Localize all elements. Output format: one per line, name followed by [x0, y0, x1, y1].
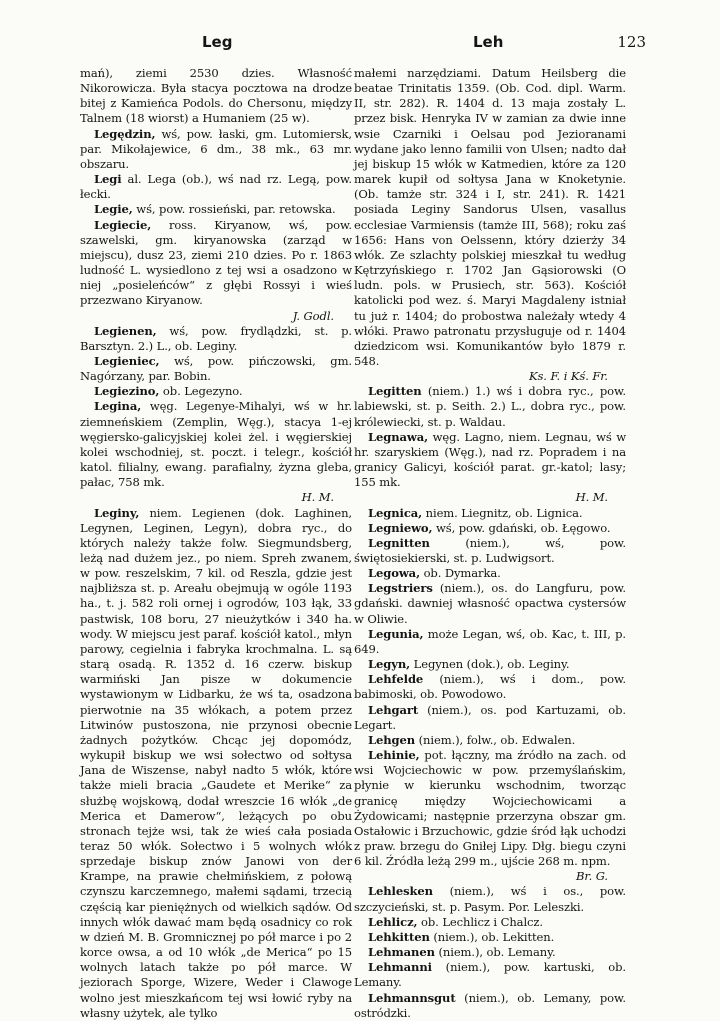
entry-headword: Lehgart [368, 702, 419, 717]
page-header [80, 33, 646, 53]
page-number: 123 [617, 33, 646, 51]
entry-body: węg. Lagno, niem. Legnau, wś w hr. szaryskiem (Węg.), nad rz. Popradem i na granicy Galicyi, kościół parat. gr.-katol; lasy; 155 mk. [354, 429, 626, 490]
dictionary-entry [80, 354, 352, 384]
entry-body: ob. Legezyno. [162, 384, 243, 399]
right-column [354, 66, 627, 1020]
entry-headword: Legędzin, [94, 126, 156, 141]
entry-author-signature: Ks. F. i Kś. Fr. [528, 369, 608, 384]
entry-body: niem. Liegnitz, ob. Lignica. [425, 505, 583, 520]
entry-headword: Lehfelde [368, 672, 424, 687]
dictionary-entry [354, 703, 626, 733]
dictionary-entry [354, 915, 626, 930]
entry-body: wś, pow. rossieński, par. retowska. [136, 202, 336, 217]
entry-headword: Legstriers [368, 581, 433, 596]
entry-headword: Lehlesken [368, 884, 433, 899]
entry-headword: Lehgen [368, 732, 416, 747]
entry-author-signature: J. Godl. [292, 308, 334, 323]
entry-headword: Lehinie, [368, 748, 420, 763]
entry-body: (niem.) 1.) wś i dobra ryc., pow. labiewski, st. p. Seith. 2.) L., dobra ryc., pow. królewiecki, st. p. Waldau. [354, 384, 626, 429]
entry-author-signature: H. M. [575, 490, 608, 505]
dictionary-entry [354, 672, 626, 702]
entry-body: mań), ziemi 2530 dzies. Własność Nikorowicza. Była stacya pocztowa na drodze bitej z Kamieńca Podols. do Chersonu, między Talnem (18 wiorst) a Humaniem (25 w). [80, 66, 352, 126]
dictionary-entry [354, 657, 626, 672]
entry-headword: Legiezino, [94, 384, 160, 399]
entry-body: wś, pow. łaski, gm. Lutomiersk, par. Mikołajewice, 6 dm., 38 mk., 63 mr. obszaru. [80, 126, 352, 171]
entry-headword: Legyn, [368, 657, 411, 672]
entry-body: (niem.), os. do Langfuru, pow. gdański. dawniej własność opactwa cystersów w Oliwie. [354, 581, 626, 626]
entry-headword: Legina, [94, 399, 142, 414]
dictionary-entry [354, 960, 626, 990]
entry-body: niem. Legienen (dok. Laghinen, Legynen, Leginen, Legyn), dobra ryc., do których należy także folw. Siegmundsberg, leżą nad dużem jez., po niem. Spreh zwanem, w pow. reszelskim, 7 kil. od Reszla, gdzie jest najbliższa st. p. Areału obejmują w ogóle 1193 ha., t. j. 582 roli ornej i ogrodów, 103 łąk, 33 pastwisk, 108 boru, 27 nieużytków i 340 ha. wody. W miejscu jest paraf. kościół katol., młyn parowy, cegielnia i fabryka krochmalna. L. są starą osadą. R. 1352 d. 16 czerw. biskup warmiński Jan pisze w dokumencie wystawionym w Lidbarku, że wś ta, osadzona pierwotnie na 35 włókach, a potem przez Litwinów pustoszona, nie przynosi obecnie żadnych pożytków. Chcąc jej dopomódz, wykupił biskup we wsi sołectwo od sołtysa Jana de Wiszense, nabył nadto 5 włók, które także mieli bracia „Gaudete et Merike“ za służbę wojskową, dodał wreszcie 16 włók „de Merica et Damerow“, leżących po obu stronach tejże wsi, tak że wieś cała posiada teraz 50 włók. Sołectwo i 5 wolnych włók sprzedaje biskup znów Janowi von der Krampe, na prawie chełmińskiem, z połową czynszu karczemnego, małemi sądami, trzecią częścią kar pieniężnych od wielkich sądów. Od innych włók dawać mam będą osadnicy co rok w dzień M. B. Gromnicznej po pół marce i po 2 korce owsa, a od 10 włók „de Merica“ po 15 wolnych latach także po pół marce. W jeziorach Sporge, Wizere, Weder i Clawoge wolno jest mieszkańcom tej wsi łowić ryby na własny użytek, ale tylko [80, 505, 353, 1020]
entry-headword: Legienen, [94, 323, 157, 338]
dictionary-entry [354, 430, 626, 506]
entry-headword: Legniewo, [368, 520, 433, 535]
dictionary-entry [354, 884, 626, 914]
entry-body: Legynen (dok.), ob. Leginy. [413, 657, 570, 672]
entry-body: (niem.), wś i os., pow. szczycieński, st. p. Pasym. Por. Leleszki. [354, 884, 626, 914]
left-column [80, 66, 353, 1020]
dictionary-entry [354, 627, 626, 657]
entry-body: (niem.), folw., ob. Edwalen. [418, 732, 576, 747]
dictionary-entry [354, 66, 626, 384]
dictionary-entry [80, 399, 352, 505]
dictionary-entry [80, 324, 352, 354]
running-head-right: Leh [473, 33, 504, 51]
dictionary-entry [354, 991, 626, 1021]
entry-headword: Lehmannsgut [368, 990, 456, 1005]
entry-headword: Lehmanen [368, 945, 435, 960]
entry-body: al. Lega (ob.), wś nad rz. Legą, pow. łecki. [80, 172, 352, 202]
entry-body: (niem.), wś, pow. świętosiekierski, st. p. Ludwigsort. [354, 535, 626, 565]
dictionary-entry [354, 566, 626, 581]
dictionary-entry [354, 521, 626, 536]
entry-body: wś, pow. pińczowski, gm. Nagórzany, par. Bobin. [80, 353, 352, 384]
entry-body: (niem.), os. pod Kartuzami, ob. Legart. [354, 702, 626, 732]
running-head-left: Leg [202, 33, 233, 51]
dictionary-entry [354, 733, 626, 748]
entry-body: małemi narzędziami. Datum Heilsberg die beatae Trinitatis 1359. (Ob. Cod. dipl. Warm. II, str. 282). R. 1404 d. 13 maja zostały L. przez bisk. Henryka IV w zamian za dwie inne wsie Czarniki i Oelsau pod Jezioranami wydane jako lenno familii von Ulsen; nadto dał jej biskup 15 włók w Katmedien, które za 120 marek kupił od sołtysa Jana w Knoketynie. (Ob. tamże str. 324 i I, str. 241). R. 1421 posiada Leginy Sandorus Ulsen, vasallus ecclesiae Varmiensis (tamże III, 568); roku zaś 1656: Hans von Oelssenn, który dzierży 34 włók. Ze szlachty polskiej mieszkał tu według Kętrzyńskiego r. 1702 Jan Gąsiorowski (O ludn. pols. w Prusiech, str. 563). Kościół katolicki pod wez. ś. Maryi Magdaleny istniał tu już r. 1404; do probostwa należały wtedy 4 włóki. Prawo patronatu przysługuje od r. 1404 dziedzicom wsi. Komunikantów było 1879 r. 548. [354, 66, 626, 368]
entry-headword: Lehmanni [368, 960, 432, 975]
dictionary-entry [354, 536, 626, 566]
dictionary-entry [354, 748, 626, 884]
entry-body: ob. Dymarka. [423, 566, 501, 581]
dictionary-entry [354, 384, 626, 429]
entry-body: (niem.), ob. Lemany, pow. ostródzki. [354, 990, 627, 1020]
entry-headword: Legunia, [368, 626, 424, 641]
entry-body: (niem.), ob. Lekitten. [433, 929, 555, 944]
entry-headword: Legieniec, [94, 353, 160, 368]
entry-headword: Legnica, [368, 505, 423, 520]
entry-headword: Legie, [94, 202, 133, 217]
entry-body: wś, pow. gdański, ob. Łęgowo. [436, 520, 611, 535]
entry-body: ross. Kiryanow, wś, pow. szawelski, gm. kiryanowska (zarząd w miejscu), dusz 23, ziemi 210 dzies. Po r. 1863 ludność L. wysiedlono z tej wsi a osadzono w niej „posieleńców“ z głębi Rossyi i wieś przezwano Kiryanow. [80, 217, 352, 308]
entry-author-signature: Br. G. [576, 869, 608, 884]
dictionary-entry [354, 945, 626, 960]
dictionary-entry [80, 172, 352, 202]
entry-body: może Legan, wś, ob. Kac, t. III, p. 649. [354, 626, 626, 656]
dictionary-entry [354, 930, 626, 945]
entry-body: pot. łączny, ma źródło na zach. od wsi Wojciechowic w pow. przemyślańskim, płynie w kierunku wschodnim, tworząc granicę między Wojciechowicami a Żydowicami; następnie przerzyna obszar gm. Ostałowic i Brzuchowic, gdzie śród łąk uchodzi z praw. brzegu do Gniłej Lipy. Dłg. biegu czyni 6 kil. Źródła leżą 299 m., ujście 268 m. npm. [354, 748, 626, 869]
dictionary-entry [80, 127, 352, 172]
entry-body: węg. Legenye-Mihalyi, wś w hr. ziemneńskiem (Zemplin, Węg.), stacya 1-ej węgiersko-galicyjskiej kolei żel. i węgierskiej kolei wschodniej, st. poczt. i telegr., kościół katol. filialny, ewang. parafialny, żyzna gleba, pałac, 758 mk. [80, 399, 352, 490]
dictionary-entry [80, 218, 352, 324]
entry-headword: Legowa, [368, 566, 420, 581]
entry-headword: Leginy, [94, 505, 140, 520]
entry-headword: Legnawa, [368, 429, 429, 444]
dictionary-entry [80, 66, 352, 127]
entry-body: wś, pow. frydlądzki, st. p. Barsztyn. 2.) L., ob. Leginy. [80, 323, 352, 353]
entry-headword: Legitten [368, 384, 422, 399]
entry-headword: Legnitten [368, 535, 430, 550]
entry-body: (niem.), pow. kartuski, ob. Lemany. [354, 960, 626, 990]
entry-body: (niem.), ob. Lemany. [438, 945, 556, 960]
entry-body: ob. Lechlicz i Chalcz. [421, 914, 543, 929]
entry-body: (niem.), wś i dom., pow. babimoski, ob. Powodowo. [354, 672, 626, 702]
dictionary-entry [80, 202, 352, 217]
entry-headword: Lehlicz, [368, 914, 418, 929]
entry-headword: Legiecie, [94, 217, 152, 232]
dictionary-entry [354, 581, 626, 626]
entry-author-signature: H. M. [301, 490, 334, 505]
entry-headword: Lehkitten [368, 929, 430, 944]
dictionary-entry [80, 384, 352, 399]
entry-headword: Legi [94, 172, 122, 187]
dictionary-entry [354, 506, 626, 521]
dictionary-entry [80, 506, 352, 1021]
